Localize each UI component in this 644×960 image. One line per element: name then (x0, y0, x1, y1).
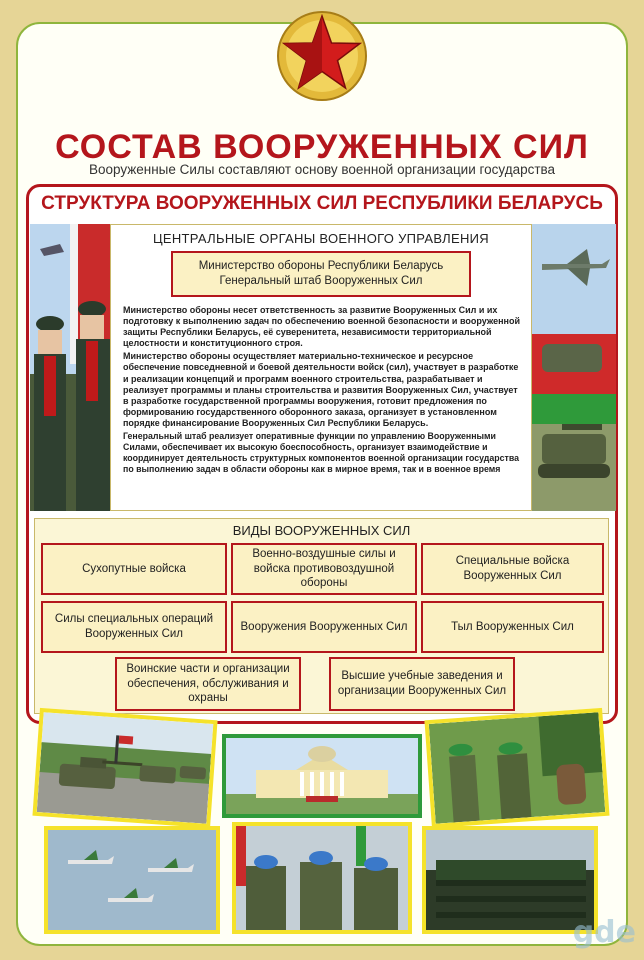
central-bodies-title: ЦЕНТРАЛЬНЫЕ ОРГАНЫ ВОЕННОГО УПРАВЛЕНИЯ (152, 231, 489, 246)
parade-troops-photo (422, 826, 598, 934)
general-staff-label: Генеральный штаб Вооруженных Сил (219, 275, 423, 287)
armed-forces-types-section (34, 518, 609, 714)
ministry-label: Министерство обороны Республики Беларусь (198, 260, 444, 273)
central-bodies-section (110, 224, 532, 511)
aviation-tank-photo (532, 224, 616, 511)
ministry-responsibility-text: Министерство обороны несет ответственность за развитие Вооруженных Сил и их подготовку к выполнению задач по обеспечению военной безопасности и вооруженной защиты Республики Беларусь, её суверенитета, независимости территориальной целостности и конституционного строя. (123, 305, 521, 349)
type-armaments: Вооружения Вооруженных Сил (231, 601, 417, 653)
ministry-box (171, 251, 471, 297)
tanks-column-photo (32, 708, 217, 828)
red-star-emblem-icon (272, 6, 372, 106)
jet-formation-photo (44, 826, 220, 934)
type-ground-forces: Сухопутные войска (41, 543, 227, 595)
type-air-force: Военно-воздушные силы и войска противовоздушной обороны (231, 543, 417, 595)
type-special-operations: Силы специальных операций Вооруженных Сил (41, 601, 227, 653)
ministry-support-text: Министерство обороны осуществляет материально-техническое и ресурсное обеспечение повседневной и боевой деятельности войск (сил), участвует в разработке и реализации концепций и программ военного строительства, разрабатывает и реализует программы и планы строительства и развития Вооруженных Сил, участвует в разработке государственной программы вооружения, готовит предложения по формированию государственного оборонного заказа, организует в установленном порядке финансирование Вооруженных Сил Республики Беларусь. (123, 351, 519, 428)
type-higher-education: Высшие учебные заведения и организации Вооруженных Сил (329, 657, 515, 711)
central-description (123, 305, 523, 477)
page-subtitle: Вооруженные Силы составляют основу военной организации государства (88, 162, 556, 177)
type-special-troops: Специальные войска Вооруженных Сил (421, 543, 604, 595)
academy-building-photo (222, 734, 422, 818)
honor-guard-photo (30, 224, 110, 511)
types-title: ВИДЫ ВООРУЖЕННЫХ СИЛ (232, 523, 411, 538)
structure-title: СТРУКТУРА ВООРУЖЕННЫХ СИЛ РЕСПУБЛИКИ БЕЛАРУСЬ (41, 193, 603, 214)
type-support-units: Воинские части и организации обеспечения, обслуживания и охраны (115, 657, 301, 711)
border-guards-photo (424, 708, 609, 828)
page-title: СОСТАВ ВООРУЖЕННЫХ СИЛ (55, 128, 589, 166)
watermark: gde (572, 915, 636, 950)
paratroopers-photo (232, 822, 412, 934)
type-rear: Тыл Вооруженных Сил (421, 601, 604, 653)
general-staff-text: Генеральный штаб реализует оперативные функции по управлению Вооруженными Силами, обеспечивает их высокую боеспособность, организует взаимодействие и координирует деятельность структурных компонентов военной организации государства по выполнению задач в области обороны как в мирное время, так и в военное время (123, 431, 520, 475)
